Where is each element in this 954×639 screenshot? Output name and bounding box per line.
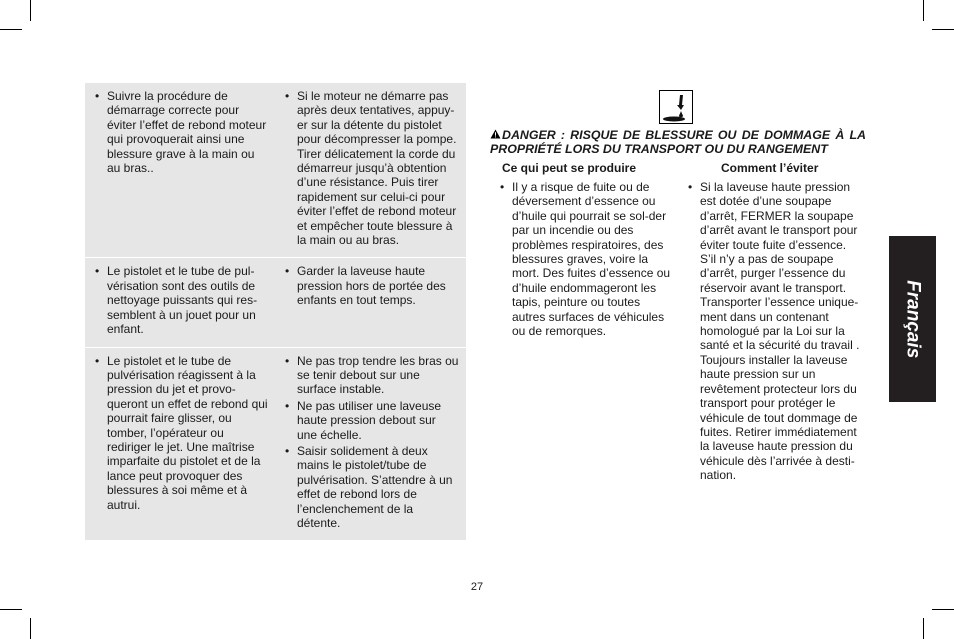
list-item: • Ne pas trop tendre les bras ou se tenir debout sur une surface instable.: [281, 354, 459, 397]
table-cell-hazard: [85, 83, 275, 257]
safety-table: [85, 83, 466, 541]
list-item: • Si le moteur ne démarre pas après deux tentatives, appuy-er sur la détente du pistolet pour décompresser la pompe. Tirer délicatement la corde du démarreur jusqu’à obtention d’une résistance. Puis tirer rapidement sur celui-ci pour éviter l’effet de rebond moteur et empêcher toute blessure à la main ou au bras.: [281, 89, 459, 247]
list-item: • Saisir solidement à deux mains le pistolet/tube de pulvérisation. S’attendre à un effet de rebond lors de l’enclenchement de la détente.: [281, 444, 459, 530]
crop-mark: [30, 618, 31, 639]
table-cell-hazard: [85, 258, 275, 346]
table-cell-prevention: [275, 83, 465, 257]
crop-mark: [0, 29, 22, 30]
table-cell-hazard: [85, 348, 275, 541]
warning-triangle-icon: [490, 128, 501, 142]
crop-mark: [932, 609, 954, 610]
list-item: • Ne pas utiliser une laveuse haute pression debout sur une échelle.: [281, 399, 459, 442]
crop-mark: [923, 618, 924, 639]
crop-mark: [0, 609, 22, 610]
danger-heading-text: DANGER : RISQUE DE BLESSURE OU DE DOMMAGE À LA PROPRIÉTÉ LORS DU TRANSPORT OU DU RANGEMENT: [490, 128, 866, 156]
table-row: [85, 83, 466, 257]
table-cell-prevention: [275, 348, 465, 541]
danger-heading: [490, 128, 866, 156]
crop-mark: [932, 29, 954, 30]
crop-mark: [923, 0, 924, 21]
language-tab-label: Français: [902, 279, 924, 359]
list-item: • Il y a risque de fuite ou de déversement d’essence ou d’huile qui pourrait se sol-der par un incendie ou des problèmes respiratoires, des blessures graves, voire la mort. Des fuites d’essence ou d’huile endommageront les tapis, peinture ou toutes autres surfaces de véhicules ou de remorques.: [496, 180, 676, 338]
language-tab: [889, 236, 936, 402]
how-to-avoid-column: [684, 180, 864, 485]
table-row: [85, 258, 466, 346]
list-item: • Garder la laveuse haute pression hors de portée des enfants en tout temps.: [281, 264, 459, 307]
crop-mark: [30, 0, 31, 21]
table-cell-prevention: [275, 258, 465, 346]
page-number: 27: [470, 581, 484, 593]
list-item: • Le pistolet et le tube de pul-vérisation sont des outils de nettoyage puissants qui res-semblent à un jouet pour un enfant.: [91, 264, 269, 336]
list-item: • Si la laveuse haute pression est dotée d’une soupape d’arrêt, FERMER la soupape d’arrêt avant le transport pour éviter toute fuite d’essence. S’il n’y a pas de soupape d’arrêt, purger l’essence du réservoir avant le transport. Transporter l’essence unique-ment dans un contenant homologué par la Loi sur la santé et la sécurité du travail . Toujours installer la laveuse haute pression sur un revêtement protecteur lors du transport pour protéger le véhicule de tout dommage de fuites. Retirer immédiatement la laveuse haute pression du véhicule dès l’arrivée à desti-nation.: [684, 180, 864, 483]
what-can-happen-column: [496, 180, 676, 340]
column-header-what-can-happen: Ce qui peut se produire: [502, 161, 637, 175]
column-header-how-to-avoid: Comment l’éviter: [721, 161, 819, 175]
fuel-leak-warning-icon: [659, 90, 693, 124]
list-item: • Le pistolet et le tube de pulvérisation réagissent à la pression du jet et provo-queront un effet de rebond qui pourrait faire glisser, ou tomber, l’opérateur ou rediriger le jet. Une maîtrise imparfaite du pistolet et de la lance peut provoquer des blessures à soi même et à autrui.: [91, 354, 269, 512]
table-row: [85, 348, 466, 541]
list-item: • Suivre la procédure de démarrage correcte pour éviter l’effet de rebond moteur qui provoquerait ainsi une blessure grave à la main ou au bras..: [91, 89, 269, 175]
